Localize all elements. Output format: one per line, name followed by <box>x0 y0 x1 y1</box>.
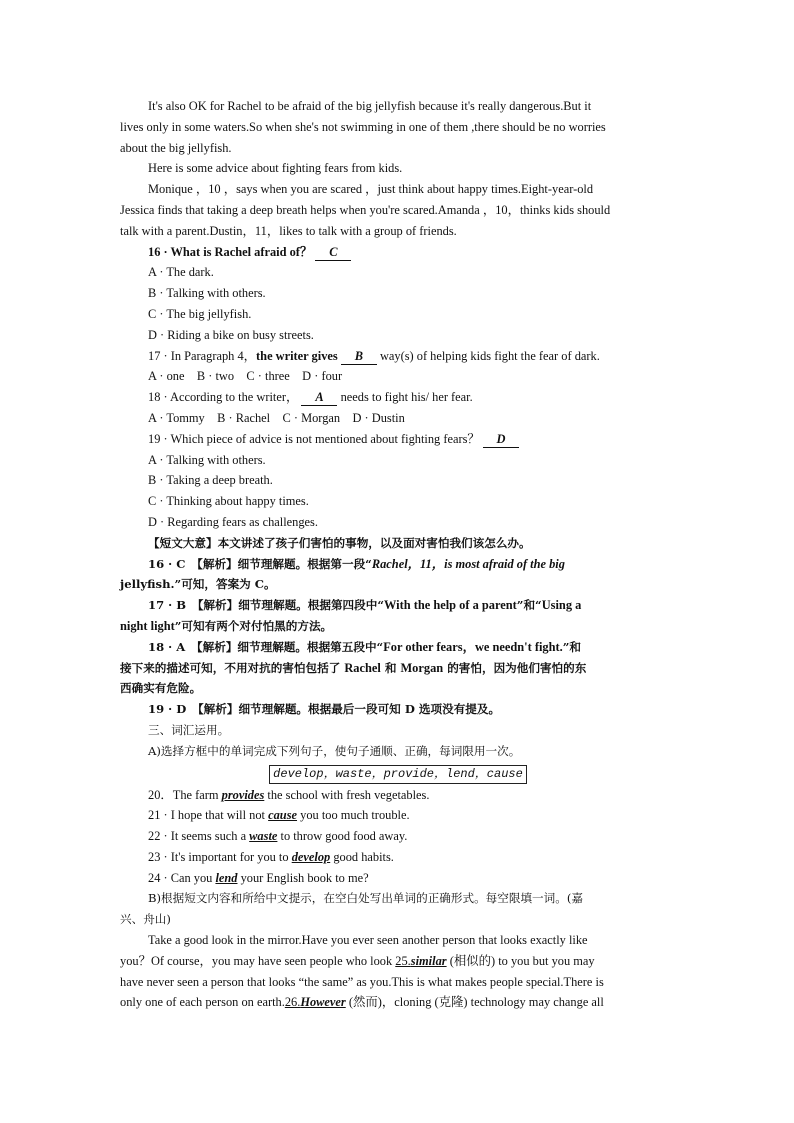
sentence-text: the school with fresh vegetables. <box>264 787 430 802</box>
analysis-19: 19 · D 【解析】细节理解题。根据最后一段可知 D 选项没有提及。 <box>148 702 501 717</box>
option: B · Taking a deep breath. <box>148 473 273 488</box>
question-16 <box>120 242 676 263</box>
option: A · The dark. <box>148 265 214 280</box>
filled-answer: However <box>300 995 346 1010</box>
sentence-23 <box>120 847 676 868</box>
analysis-quote: Rachel，11，is most afraid of the big <box>371 556 565 571</box>
question-19 <box>120 429 676 450</box>
option: C · Thinking about happy times. <box>148 494 309 509</box>
filled-answer: lend <box>215 870 238 885</box>
passage-text: (然而)，cloning (克隆) technology may change all <box>345 995 604 1010</box>
passage-b-line: Take a good look in the mirror.Have you ever seen another person that looks exactly like <box>148 933 588 948</box>
analysis-18-cont2: 西确实有危险。 <box>120 681 202 696</box>
question-stem: 19 · Which piece of advice is not mentioned about fighting fears？ <box>148 431 480 446</box>
part-b-instruction-cont: 兴、舟山) <box>120 912 171 927</box>
analysis-18 <box>120 637 676 658</box>
blank-number: 25. <box>395 953 411 968</box>
question-stem: 17 · In Paragraph 4， <box>148 348 257 363</box>
word-box: develop，waste，provide，lend，cause <box>269 765 527 784</box>
passage-line: Monique ，10 ，says when you are scared ，just think about happy times.Eight-year-old <box>148 182 594 197</box>
passage-text: (相似的) to you but you may <box>446 953 595 968</box>
filled-answer: provides <box>221 787 265 802</box>
question-stem: 16 · What is Rachel afraid of？ <box>148 244 313 259</box>
option: B · Talking with others. <box>148 286 266 301</box>
question-stem-bold: the writer gives <box>256 348 338 363</box>
summary: 【短文大意】本文讲述了孩子们害怕的事物，以及面对害怕我们该怎么办。 <box>148 535 531 550</box>
sentence-20 <box>120 785 676 806</box>
passage-line: Jessica finds that taking a deep breath helps when you're scared.Amanda ，10，thinks kids should <box>120 202 611 217</box>
passage-b-line: have never seen a person that looks “the same” as you.This is what makes people special.There is <box>120 974 604 989</box>
passage-text: you？Of course，you may have seen people who look <box>120 953 396 968</box>
passage-line: Here is some advice about fighting fears from kids. <box>148 161 403 176</box>
analysis-text: ”可知有两个对付怕黑的方法。 <box>174 618 333 633</box>
sentence-24 <box>120 868 676 889</box>
analysis-17 <box>120 595 676 616</box>
passage-line: talk with a parent.Dustin，11，likes to talk with a group of friends. <box>120 223 457 238</box>
option: D · Regarding fears as challenges. <box>148 514 318 529</box>
question-stem: 18 · According to the writer， <box>148 390 299 405</box>
analysis-quote: night light <box>120 618 175 633</box>
passage-line: It's also OK for Rachel to be afraid of the big jellyfish because it's really dangerous.But it <box>148 99 592 113</box>
option: D · Riding a bike on busy streets. <box>148 327 314 342</box>
analysis-text: 的害怕，因为他们害怕的东 <box>443 660 587 675</box>
option: C · The big jellyfish. <box>148 306 252 321</box>
passage-b-line <box>120 951 676 972</box>
passage-line: lives only in some waters.So when she's not swimming in one of them ,there should be no worries <box>120 119 606 134</box>
filled-answer: waste <box>249 829 278 844</box>
filled-answer: similar <box>410 953 447 968</box>
sentence-text: 20．The farm <box>148 787 222 802</box>
document-page <box>120 96 676 1013</box>
sentence-22 <box>120 826 676 847</box>
word-box-line <box>120 763 676 784</box>
answer-blank: B <box>341 349 377 365</box>
filled-answer: cause <box>268 808 298 823</box>
sentence-text: your English book to me? <box>237 870 369 885</box>
analysis-16-cont: jellyfish.”可知，答案为 C。 <box>120 577 276 592</box>
analysis-16 <box>120 554 676 575</box>
section-heading: 三、词汇运用。 <box>148 722 230 737</box>
analysis-text: 16 · C 【解析】细节理解题。根据第一段“ <box>148 556 372 571</box>
analysis-text: ”和 <box>562 639 581 654</box>
passage-b-line <box>120 992 676 1013</box>
passage-text: only one of each person on earth. <box>120 995 285 1010</box>
passage-line: about the big jellyfish. <box>120 140 232 155</box>
part-b-instruction: B)根据短文内容和所给中文提示，在空白处写出单词的正确形式。每空限填一词。(嘉 <box>148 891 583 906</box>
analysis-17-cont <box>120 616 676 637</box>
analysis-quote: Using a <box>541 598 582 613</box>
analysis-text: 18 · A 【解析】细节理解题。根据第五段中“ <box>148 639 384 654</box>
analysis-name: Rachel <box>344 660 381 675</box>
sentence-text: to throw good food away. <box>277 829 408 844</box>
analysis-text: 和 <box>380 660 401 675</box>
options-inline: A · one B · two C · three D · four <box>148 369 343 384</box>
analysis-name: Morgan <box>400 660 444 675</box>
question-18 <box>120 387 676 408</box>
part-a-instruction: A)选择方框中的单词完成下列句子，使句子通顺、正确，每词限用一次。 <box>148 743 521 758</box>
question-stem-end: needs to fight his/ her fear. <box>340 390 473 405</box>
sentence-text: 22 · It seems such a <box>148 829 250 844</box>
sentence-text: you too much trouble. <box>297 808 410 823</box>
analysis-text: 接下来的描述可知，不用对抗的害怕包括了 <box>120 660 345 675</box>
answer-blank: D <box>483 432 519 448</box>
answer-blank: C <box>315 245 351 261</box>
blank-number: 26. <box>284 995 301 1010</box>
sentence-text: 23 · It's important for you to <box>148 849 292 864</box>
answer-blank: A <box>301 390 337 406</box>
sentence-text: 21 · I hope that will not <box>148 808 269 823</box>
analysis-quote: With the help of a parent <box>384 598 517 613</box>
filled-answer: develop <box>291 849 331 864</box>
sentence-21 <box>120 805 676 826</box>
option: A · Talking with others. <box>148 452 266 467</box>
question-stem-end: way(s) of helping kids fight the fear of dark. <box>379 348 600 363</box>
analysis-text: 17 · B 【解析】细节理解题。根据第四段中“ <box>148 598 385 613</box>
analysis-quote: For other fears，we needn't fight. <box>383 639 563 654</box>
sentence-text: good habits. <box>330 849 394 864</box>
analysis-18-cont <box>120 658 676 679</box>
analysis-text: ”和“ <box>516 598 542 613</box>
sentence-text: 24 · Can you <box>148 870 216 885</box>
question-17 <box>120 346 676 367</box>
options-inline: A · Tommy B · Rachel C · Morgan D · Dustin <box>148 410 405 425</box>
